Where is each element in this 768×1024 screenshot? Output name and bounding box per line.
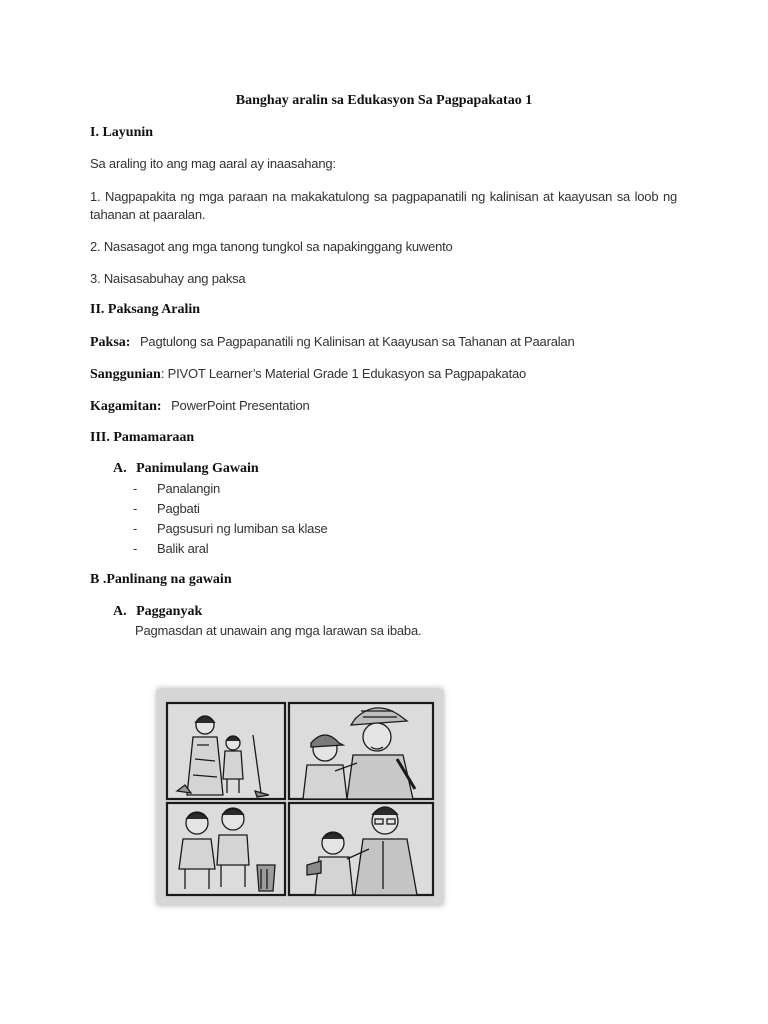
comic-illustration <box>157 689 443 905</box>
sub-b-a-label: A. <box>113 604 127 619</box>
page-title: Banghay aralin sa Edukasyon Sa Pagpapakatao 1 <box>235 93 533 108</box>
list-item-text: Panalangin <box>157 481 221 496</box>
subheading-panlinang-na-gawain: B .Panlinang na gawain <box>90 572 232 587</box>
section-heading-layunin: I. Layunin <box>90 125 154 140</box>
section-heading-paksang-aralin: II. Paksang Aralin <box>90 302 201 317</box>
objective-2: 2. Nasasagot ang mga tanong tungkol sa napakinggang kuwento <box>90 239 453 254</box>
sanggunian-row <box>90 365 526 384</box>
sub-a-title: Panimulang Gawain <box>136 461 259 476</box>
dash-bullet: - <box>133 501 138 516</box>
kagamitan-label: Kagamitan: <box>90 399 162 414</box>
sanggunian-label: Sanggunian <box>90 367 161 382</box>
kagamitan-row <box>90 397 310 416</box>
subheading-pagganyak <box>113 603 202 621</box>
kagamitan-value: PowerPoint Presentation <box>171 398 310 413</box>
sub-a-label: A. <box>113 461 127 476</box>
paksa-label: Paksa: <box>90 335 131 350</box>
objective-3: 3. Naisasabuhay ang paksa <box>90 271 246 286</box>
dash-bullet: - <box>133 521 138 536</box>
objective-1-line-1: 1. Nagpapakita ng mga paraan na makakatulong sa pagpapanatili ng kalinisan at kaayusan sa loob ng <box>90 189 677 204</box>
layunin-intro: Sa araling ito ang mag aaral ay inaasahang: <box>90 156 336 171</box>
list-item-text: Pagsusuri ng lumiban sa klase <box>157 521 328 536</box>
objective-1-line-2: tahanan at paaralan. <box>90 207 206 222</box>
dash-bullet: - <box>133 541 138 556</box>
section-heading-pamamaraan: III. Pamamaraan <box>90 430 195 445</box>
dash-bullet: - <box>133 481 138 496</box>
list-item-text: Balik aral <box>157 541 209 556</box>
paksa-value: Pagtulong sa Pagpapanatili ng Kalinisan at Kaayusan sa Tahanan at Paaralan <box>139 334 575 349</box>
subheading-panimulang-gawain <box>113 460 259 478</box>
paksa-row <box>90 333 574 352</box>
pagganyak-instruction: Pagmasdan at unawain ang mga larawan sa ibaba. <box>135 623 422 638</box>
sub-b-a-title: Pagganyak <box>136 604 203 619</box>
list-item-text: Pagbati <box>157 501 200 516</box>
sanggunian-value: : PIVOT Learner’s Material Grade 1 Edukasyon sa Pagpapakatao <box>160 366 527 381</box>
